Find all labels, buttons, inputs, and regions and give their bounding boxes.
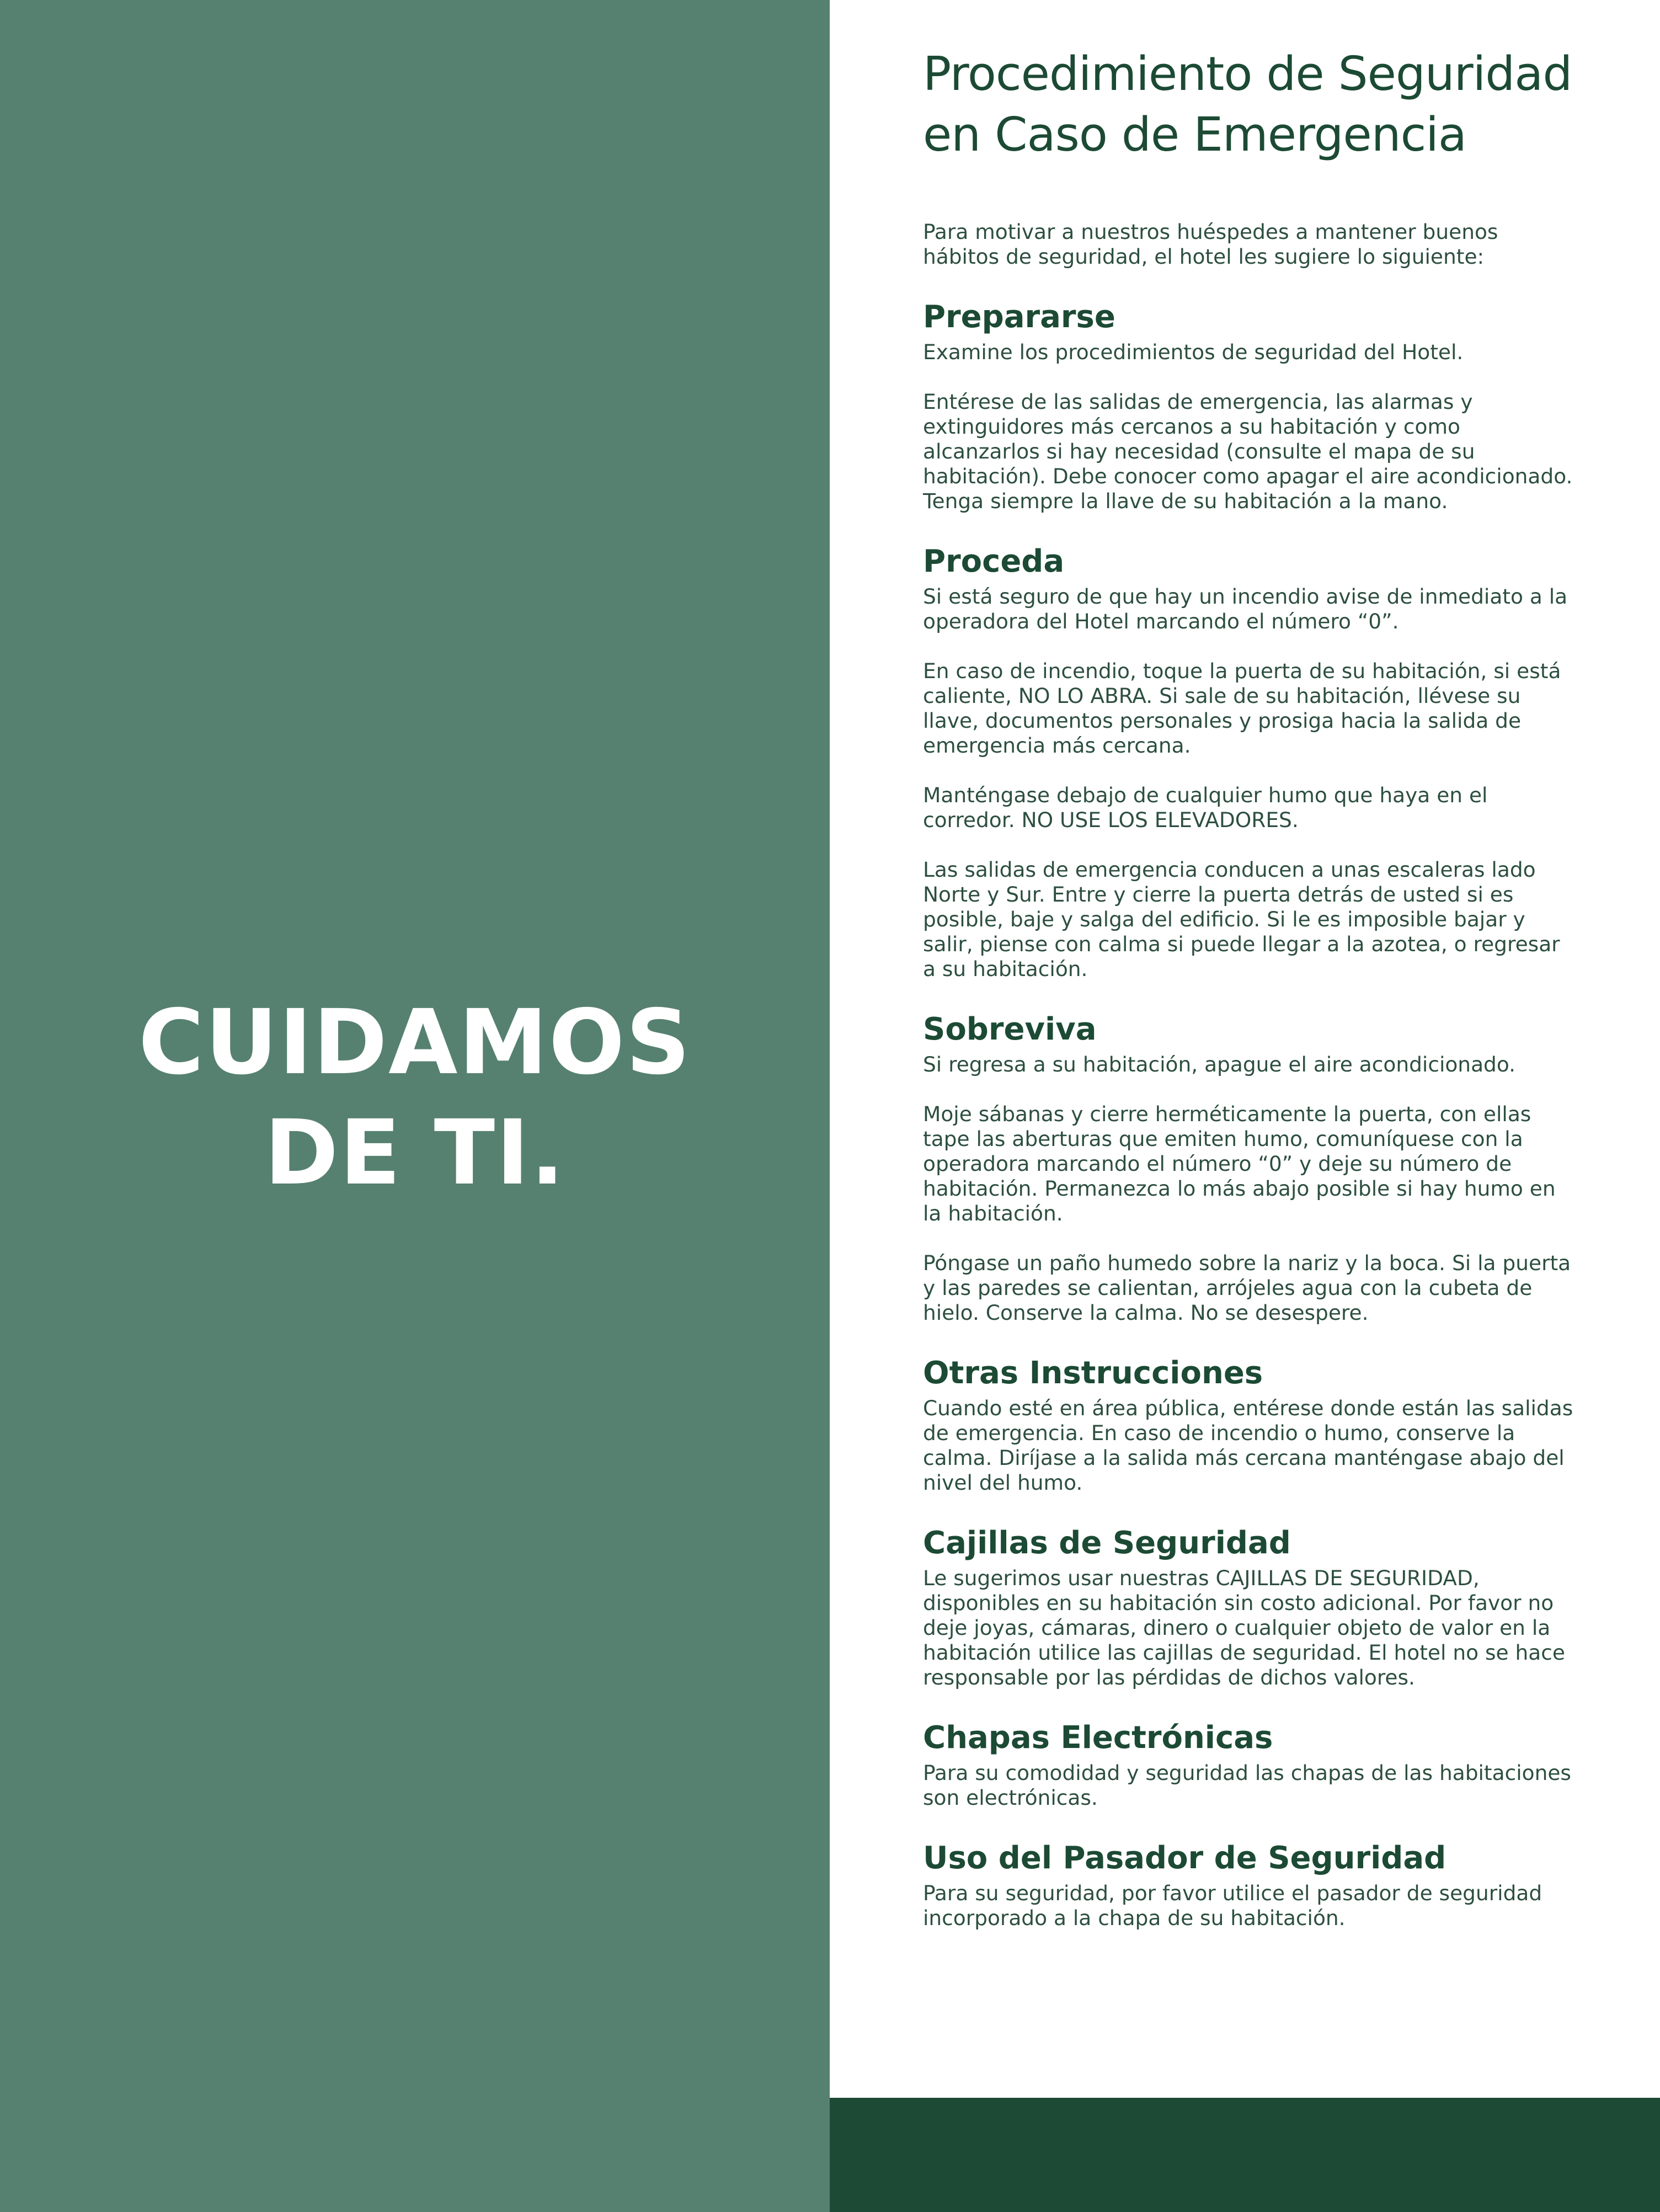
section-prepararse [923, 298, 1574, 514]
section-heading: Proceda [923, 543, 1065, 579]
section-paragraph: Póngase un paño humedo sobre la nariz y la boca. Si la puerta y las paredes se calientan, arrójeles agua con la cubeta de hielo. Conserve la calma. No se desespere. [923, 1251, 1571, 1325]
section-paragraph: Le sugerimos usar nuestras CAJILLAS DE SEGURIDAD, disponibles en su habitación sin costo adicional. Por favor no deje joyas, cámaras, dinero o cualquier objeto de valor en la habitación utilice las cajillas de seguridad. El hotel no se hace responsable por las pérdidas de dichos valores. [923, 1566, 1565, 1689]
content-column [923, 44, 1574, 1931]
section-paragraph: Para su seguridad, por favor utilice el pasador de seguridad incorporado a la chapa de su habitación. [923, 1881, 1542, 1930]
section-paragraph: Cuando esté en área pública, entérese donde están las salidas de emergencia. En caso de incendio o humo, conserve la calma. Diríjase a la salida más cercana manténgase abajo del nivel del humo. [923, 1396, 1573, 1495]
section-cajillas-de-seguridad [923, 1524, 1574, 1690]
section-heading: Chapas Electrónicas [923, 1720, 1273, 1756]
section-heading: Prepararse [923, 299, 1115, 335]
section-paragraph: Para su comodidad y seguridad las chapas de las habitaciones son electrónicas. [923, 1761, 1571, 1810]
slogan [0, 988, 830, 1208]
section-sobreviva [923, 1010, 1574, 1325]
section-paragraph: Las salidas de emergencia conducen a unas escaleras lado Norte y Sur. Entre y cierre la puerta detrás de usted si es posible, baje y salga del edificio. Si le es imposible bajar y salir, piense con calma si puede llegar a la azotea, o regresar a su habitación. [923, 857, 1560, 981]
section-paragraph: Examine los procedimientos de seguridad del Hotel. [923, 340, 1464, 364]
slogan-line-2: DE TI. [264, 1101, 565, 1205]
section-heading: Sobreviva [923, 1011, 1097, 1047]
section-paragraph: Si regresa a su habitación, apague el aire acondicionado. [923, 1052, 1516, 1076]
intro-paragraph: Para motivar a nuestros huéspedes a mantener buenos hábitos de seguridad, el hotel les sugiere lo siguiente: [923, 220, 1498, 269]
section-heading: Cajillas de Seguridad [923, 1525, 1291, 1561]
section-heading: Uso del Pasador de Seguridad [923, 1840, 1447, 1876]
section-heading: Otras Instrucciones [923, 1355, 1263, 1391]
page-title: Procedimiento de Seguridad en Caso de Emergencia [923, 47, 1572, 162]
section-chapas-electronicas [923, 1719, 1574, 1810]
footer-bar [830, 2098, 1660, 2212]
section-proceda [923, 542, 1574, 982]
section-paragraph: En caso de incendio, toque la puerta de su habitación, si está caliente, NO LO ABRA. Si sale de su habitación, llévese su llave, documentos personales y prosiga hacia la salida de emergencia más cercana. [923, 659, 1561, 758]
section-uso-del-pasador [923, 1839, 1574, 1931]
section-otras-instrucciones [923, 1354, 1574, 1495]
section-paragraph: Moje sábanas y cierre herméticamente la puerta, con ellas tape las aberturas que emiten humo, comuníquese con la operadora marcando el número “0” y deje su número de habitación. Permanezca lo más abajo posible si hay humo en la habitación. [923, 1102, 1556, 1225]
slogan-line-1: CUIDAMOS [138, 991, 692, 1095]
section-paragraph: Entérese de las salidas de emergencia, las alarmas y extinguidores más cercanos a su habitación y como alcanzarlos si hay necesidad (consulte el mapa de su habitación). Debe conocer como apagar el aire acondicionado. Tenga siempre la llave de su habitación a la mano. [923, 390, 1573, 513]
section-paragraph: Manténgase debajo de cualquier humo que haya en el corredor. NO USE LOS ELEVADORES. [923, 783, 1488, 832]
section-paragraph: Si está seguro de que hay un incendio avise de inmediato a la operadora del Hotel marcando el número “0”. [923, 584, 1568, 633]
